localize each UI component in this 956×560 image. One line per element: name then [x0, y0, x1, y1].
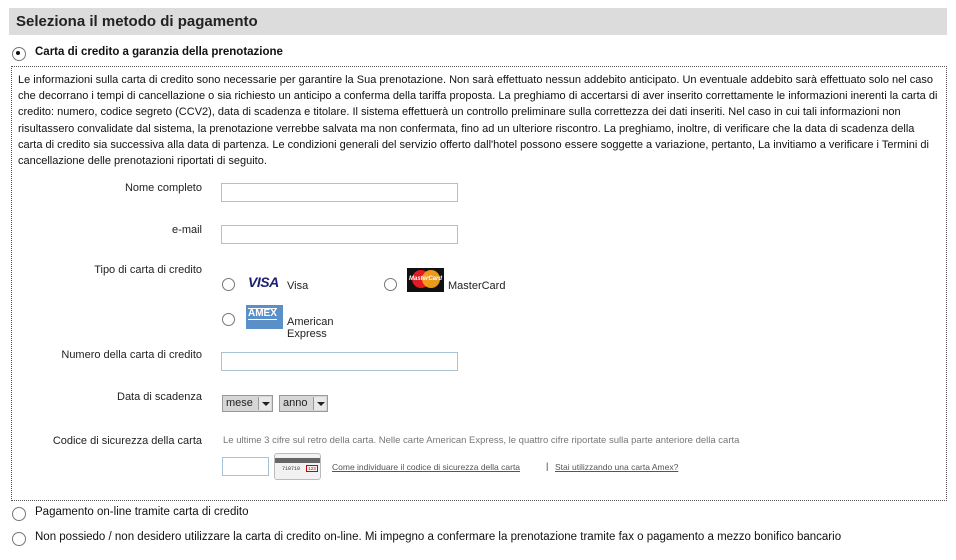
- chevron-down-icon: [258, 397, 271, 410]
- mastercard-logo: [407, 268, 444, 292]
- amex-label-line1: American: [287, 316, 334, 328]
- section-header: [9, 8, 947, 35]
- security-code-hint: Le ultime 3 cifre sul retro della carta. Nelle carte American Express, le quattro cifre riportate sulla parte anteriore della carta: [223, 435, 740, 446]
- option-credit-card-guarantee-label: Carta di credito a garanzia della prenotazione: [35, 46, 283, 58]
- full-name-input[interactable]: [221, 183, 458, 202]
- security-code-label: Codice di sicurezza della carta: [52, 435, 202, 447]
- option-online-payment-label: Pagamento on-line tramite carta di credito: [35, 506, 249, 518]
- mastercard-label: MasterCard: [448, 280, 506, 292]
- mastercard-logo-text: MasterCard: [409, 276, 443, 282]
- amex-label-line2: Express: [287, 328, 327, 340]
- email-label: e-mail: [172, 224, 202, 236]
- visa-label: Visa: [287, 280, 309, 292]
- expiry-month-value: mese: [226, 397, 253, 409]
- radio-amex[interactable]: [222, 313, 235, 326]
- expiry-year-select[interactable]: [279, 395, 328, 412]
- card-magnetic-stripe: [275, 458, 320, 463]
- radio-visa[interactable]: [222, 278, 235, 291]
- card-number-label: Numero della carta di credito: [61, 349, 202, 361]
- amex-card-link[interactable]: Stai utilizzando una carta Amex?: [555, 462, 679, 472]
- visa-logo: VISA: [248, 274, 279, 290]
- card-number-input[interactable]: [221, 352, 458, 371]
- section-title: Seleziona il metodo di pagamento: [16, 13, 258, 30]
- security-code-input[interactable]: [222, 457, 269, 476]
- chevron-down-icon: [313, 397, 326, 410]
- amex-logo-text: AMEX: [248, 308, 277, 319]
- radio-mastercard[interactable]: [384, 278, 397, 291]
- full-name-label: Nome completo: [124, 182, 202, 194]
- email-input[interactable]: [221, 225, 458, 244]
- card-back-icon: [274, 453, 321, 480]
- radio-fax-payment[interactable]: [12, 532, 26, 546]
- amex-logo: [246, 305, 283, 329]
- link-separator: |: [546, 461, 549, 471]
- radio-credit-card-guarantee[interactable]: [12, 47, 26, 61]
- expiry-year-value: anno: [283, 397, 308, 409]
- card-image-cvv: 123: [306, 465, 318, 472]
- info-paragraph: Le informazioni sulla carta di credito sono necessarie per garantire la Sua prenotazione. Non sarà effettuato nessun addebito anticipato. Un eventuale addebito sarà effettuato solo nel caso che decorrano i tempi di cancellazione o sia richiesto un anticipo a conferma della tariffa proposta. La preghiamo di accertarsi di aver inserito correttamente le informazioni inerenti la carta di credito: numero, codice segreto (CCV2), data di scadenza e titolare. Il sistema effettuerà un controllo preliminare sulla correttezza dei dati inseriti. Nel caso in cui tali informazioni non risultassero convalidate dal sistema, la prenotazione verrebbe salvata ma non confermata, fino ad un ulteriore riscontro. La preghiamo, inoltre, di verificare che la data di scadenza della carta di credito sia successiva alla data di partenza. Le condizioni generali del servizio offerto dall'hotel possono essere soggette a variazione, pertanto, La invitiamo a verificare i Termini di cancellazione delle prenotazioni riportati di seguito.: [18, 74, 938, 168]
- radio-online-payment[interactable]: [12, 507, 26, 521]
- card-image-number: 710710: [282, 466, 301, 472]
- card-type-label: Tipo di carta di credito: [94, 264, 202, 276]
- expiry-label: Data di scadenza: [117, 391, 202, 403]
- option-fax-payment-label: Non possiedo / non desidero utilizzare la carta di credito on-line. Mi impegno a confermare la prenotazione tramite fax o pagamento a mezzo bonifico bancario: [35, 531, 842, 543]
- expiry-month-select[interactable]: [222, 395, 273, 412]
- find-security-code-link[interactable]: Come individuare il codice di sicurezza della carta: [332, 462, 521, 472]
